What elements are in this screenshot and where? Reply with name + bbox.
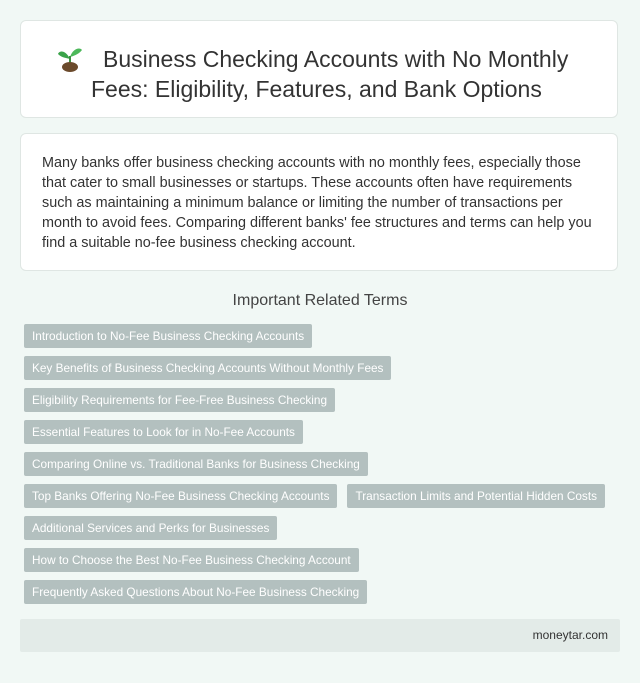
term-tag[interactable]: Comparing Online vs. Traditional Banks for Business Checking [24,452,368,476]
footer-site-link[interactable]: moneytar.com [532,628,608,642]
footer [20,619,620,652]
seedling-icon [57,45,83,73]
term-tag[interactable]: Introduction to No-Fee Business Checking Accounts [24,324,312,348]
summary-text: Many banks offer business checking accounts with no monthly fees, especially those that cater to small businesses or startups. These accounts often have requirements such as maintaining a minimum balance or limiting the number of transactions per month to avoid fees. Comparing different banks' fee structures and terms can help you find a suitable no-fee business checking account. [42,155,592,251]
page-title: Business Checking Accounts with No Monthly Fees: Eligibility, Features, and Bank Options [91,46,569,102]
term-tag[interactable]: Essential Features to Look for in No-Fee Accounts [24,420,303,444]
term-tag[interactable]: Frequently Asked Questions About No-Fee Business Checking [24,580,367,604]
term-tag[interactable]: Key Benefits of Business Checking Accounts Without Monthly Fees [24,356,391,380]
term-tag[interactable]: Transaction Limits and Potential Hidden Costs [347,484,605,508]
term-tag[interactable]: Additional Services and Perks for Businesses [24,516,277,540]
related-terms-list [20,324,620,612]
related-terms-heading: Important Related Terms [232,292,408,309]
title-card [20,20,618,118]
summary-card [20,133,618,271]
term-tag[interactable]: Top Banks Offering No-Fee Business Checking Accounts [24,484,337,508]
term-tag[interactable]: Eligibility Requirements for Fee-Free Business Checking [24,388,335,412]
term-tag[interactable]: How to Choose the Best No-Fee Business Checking Account [24,548,359,572]
